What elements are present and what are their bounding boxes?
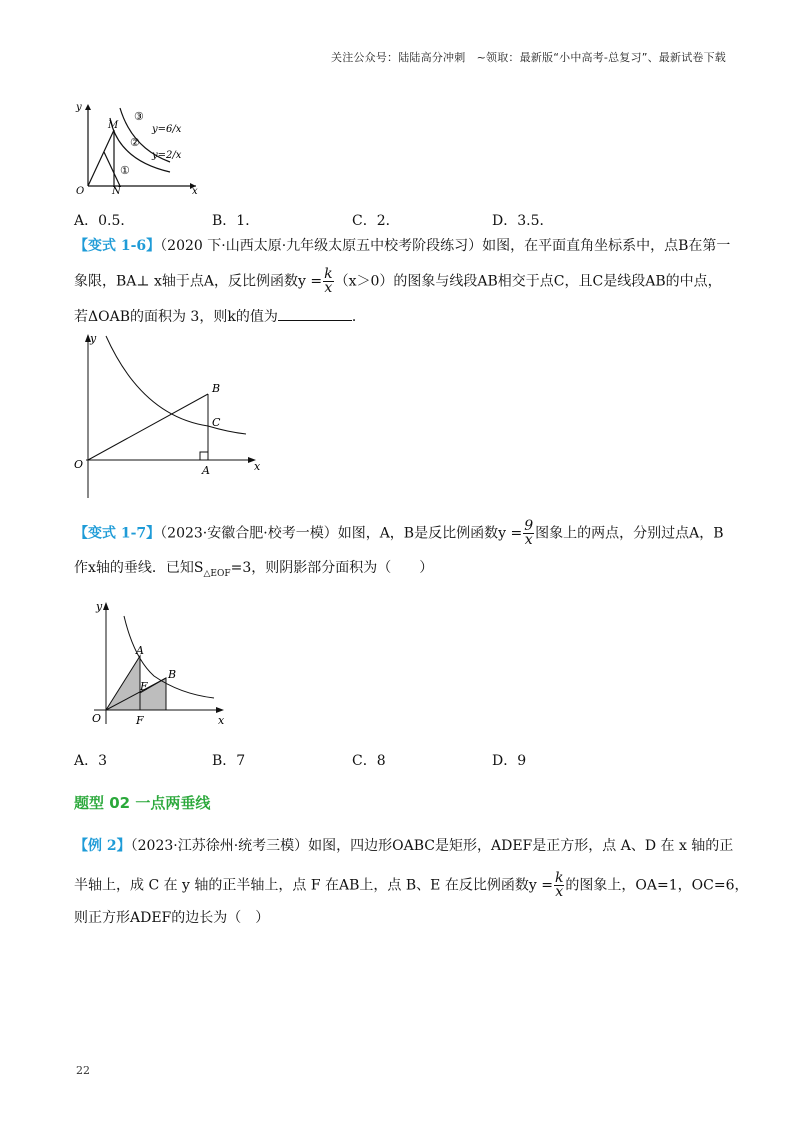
fig1-curve-label-top: y=6/x — [152, 124, 182, 135]
choice-b[interactable]: B．1． — [212, 213, 260, 229]
ex2-line-3: 则正方形ADEF的边长为（ ） — [74, 910, 270, 926]
fig1-label-x: x — [192, 186, 198, 196]
fig1-region-1: ① — [120, 164, 130, 177]
y-axis-arrow — [103, 602, 109, 610]
segment-OM — [88, 130, 114, 186]
figure-1-graph — [74, 100, 214, 196]
segment-inner — [104, 152, 120, 186]
fig1-region-3: ③ — [134, 110, 144, 123]
q17-choice-c[interactable]: C．8 — [352, 753, 386, 769]
choice-d[interactable]: D．3.5． — [492, 213, 554, 229]
fig3-label-y: y — [96, 600, 103, 613]
right-angle-mark — [200, 452, 208, 460]
q16-tag: 【变式 1-6】 — [74, 238, 161, 254]
fig2-label-y: y — [90, 332, 97, 345]
page-number: 22 — [76, 1064, 90, 1077]
figure-2-graph — [72, 330, 272, 502]
section-heading: 题型 02 一点两垂线 — [74, 794, 211, 812]
q16-line-1: 【变式 1-6】（2020 下·山西太原·九年级太原五中校考阶段练习）如图，在平面直角坐标系中，点B在第一 — [74, 238, 731, 254]
fig2-label-x: x — [254, 460, 261, 473]
answer-blank[interactable] — [278, 306, 352, 321]
fig1-label-y: y — [76, 102, 82, 113]
shaded-triangle-A — [106, 656, 140, 710]
curve-k-over-x — [106, 336, 246, 434]
fig3-label-B: B — [168, 668, 177, 681]
fig2-label-C: C — [212, 416, 221, 429]
fig1-curve-label-bottom: y=2/x — [152, 150, 182, 161]
fig3-label-O: O — [92, 712, 102, 725]
fraction-k-over-x-2: $\frac{k}{x}$ — [554, 870, 564, 900]
fig3-label-x: x — [218, 714, 225, 727]
q16-line-3: 若ΔOAB的面积为 3，则k的值为 ． — [74, 306, 366, 327]
fig3-label-F: F — [136, 714, 144, 727]
q17-choice-d[interactable]: D．9 — [492, 753, 527, 769]
fraction-9-over-x: $\frac{9}{x}$ — [524, 518, 534, 548]
fig2-label-B: B — [212, 382, 221, 395]
y-axis-arrow — [85, 104, 91, 110]
page-header: 关注公众号：陆陆高分冲刺 ~领取：最新版“小中高考-总复习”、最新试卷下载 — [331, 51, 726, 64]
fig2-label-O: O — [74, 458, 84, 471]
ex2-line-1: 【例 2】（2023·江苏徐州·统考三模）如图，四边形OABC是矩形，ADEF是正方形，点 A、D 在 x 轴的正 — [74, 838, 734, 854]
x-axis-arrow — [216, 707, 224, 713]
q16-line-2: 象限，BA⊥ x轴于点A，反比例函数y = $\frac{k}{x}$ （x＞0）的图象与线段AB相交于点C，且C是线段AB的中点， — [74, 266, 722, 296]
choice-a[interactable]: A．0.5． — [74, 213, 135, 229]
fig1-region-2: ② — [130, 136, 140, 149]
fig2-label-A: A — [202, 464, 210, 477]
q17-tag: 【变式 1-7】 — [74, 525, 161, 542]
fig3-label-A: A — [136, 644, 144, 657]
fraction-k-over-x: $\frac{k}{x}$ — [324, 266, 333, 296]
q17-line-1: 【变式 1-7】（2023·安徽合肥·校考一模）如图，A，B是反比例函数y = $\frac{9}{x}$ 图象上的两点，分别过点A，B — [74, 518, 724, 548]
figure-3-graph — [84, 598, 234, 728]
fig1-label-M: M — [108, 120, 119, 131]
segment-OB — [88, 394, 208, 460]
q17-choice-a[interactable]: A．3 — [74, 753, 108, 769]
fig3-label-E: E — [140, 680, 149, 693]
q17-choice-b[interactable]: B．7 — [212, 753, 246, 769]
fig1-label-O: O — [76, 186, 85, 196]
choice-c[interactable]: C．2． — [352, 213, 400, 229]
ex2-tag: 【例 2】 — [74, 838, 131, 854]
q17-line-2: 作x轴的垂线．已知$S_{\triangle EOF}=3$，则阴影部分面积为（ ） — [74, 560, 434, 579]
ex2-line-2: 半轴上，成 C 在 y 轴的正半轴上，点 F 在AB上，点 B、E 在反比例函数y = $\frac{k}{x}$ 的图象上，OA=1，OC=6， — [74, 870, 749, 900]
fig1-label-N: N — [112, 186, 121, 196]
